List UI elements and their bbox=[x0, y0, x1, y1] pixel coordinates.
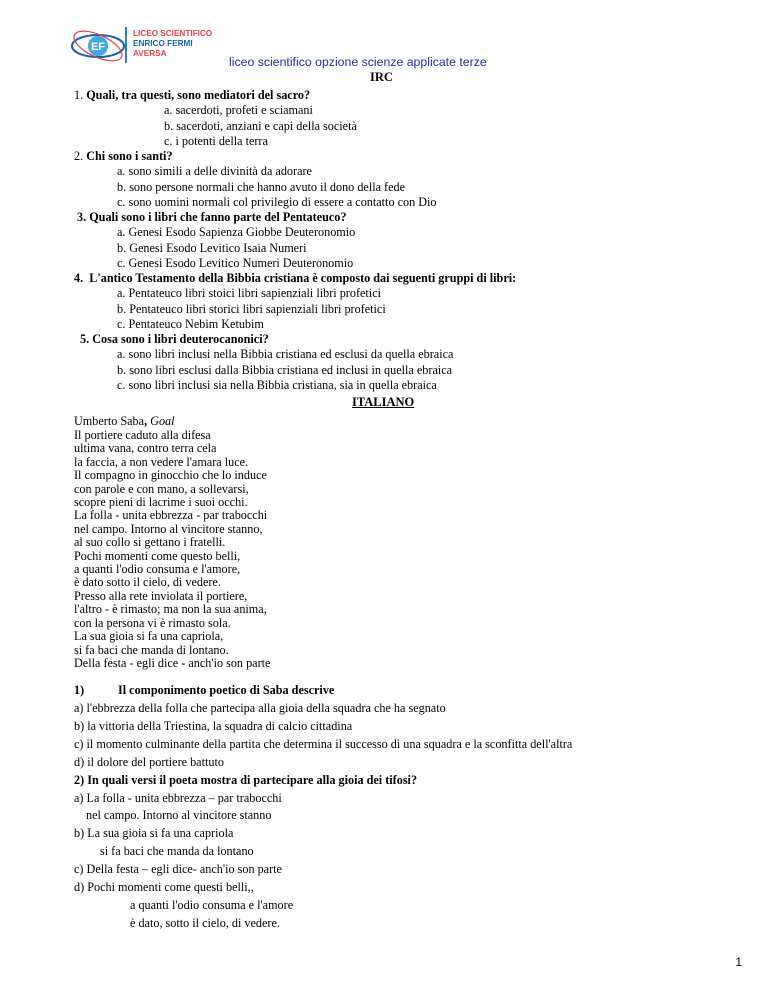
irc-q3-option-b: b. Genesi Esodo Levitico Isaia Numeri bbox=[117, 241, 307, 255]
section-title-irc: IRC bbox=[370, 70, 393, 84]
irc-q1-option-a: a. sacerdoti, profeti e sciamani bbox=[164, 103, 313, 117]
irc-q5-option-a: a. sono libri inclusi nella Bibbia cristiana ed esclusi da quella ebraica bbox=[117, 347, 454, 361]
page-subtitle: liceo scientifico opzione scienze applicate terze bbox=[229, 55, 487, 69]
irc-q1-option-b: b. sacerdoti, anziani e capi della società bbox=[164, 119, 357, 133]
question-number: 1) bbox=[74, 683, 85, 697]
poem-line: nel campo. Intorno al vincitore stanno, bbox=[74, 521, 263, 536]
irc-q2-option-c: c. sono uomini normali col privilegio di essere a contatto con Dio bbox=[117, 195, 437, 209]
irc-question-1 bbox=[74, 88, 310, 103]
page-number: 1 bbox=[735, 955, 742, 969]
irc-q4-option-b: b. Pentateuco libri storici libri sapienziali libri profetici bbox=[117, 302, 386, 316]
logo-letters: EF bbox=[90, 41, 106, 53]
section-title-italiano: ITALIANO bbox=[352, 395, 415, 409]
irc-question-5 bbox=[80, 332, 269, 347]
poem-line: La folla - unita ebbrezza - par trabocchi bbox=[74, 508, 268, 523]
poem-heading bbox=[74, 414, 175, 429]
logo-divider bbox=[125, 27, 127, 63]
ital-q2-option-d-line1: d) Pochi momenti come questi belli,, bbox=[74, 880, 254, 894]
ital-q2-option-c-line1: c) Della festa – egli dice- anch'io son parte bbox=[74, 862, 282, 876]
poem-line: con parole e con mano, a sollevarsi, bbox=[74, 481, 249, 496]
poem-author: Umberto Saba bbox=[74, 414, 145, 428]
poem-line: con la persona vi è rimasto sola. bbox=[74, 615, 231, 630]
ital-question-1 bbox=[74, 683, 335, 698]
irc-q3-option-c: c. Genesi Esodo Levitico Numeri Deuteronomio bbox=[117, 256, 354, 270]
poem-line: si fa baci che manda di lontano. bbox=[74, 642, 229, 657]
poem-line: Il compagno in ginocchio che lo induce bbox=[74, 468, 267, 483]
irc-q3-option-a: a. Genesi Esodo Sapienza Giobbe Deuteronomio bbox=[117, 225, 356, 239]
irc-question-3 bbox=[77, 210, 346, 225]
poem-body bbox=[74, 429, 270, 670]
question-text: Quali, tra questi, sono mediatori del sacro? bbox=[86, 88, 311, 102]
ital-q2-option-d-line2: a quanti l'odio consuma e l'amore bbox=[130, 898, 294, 912]
ital-q2-option-a-line2: nel campo. Intorno al vincitore stanno bbox=[86, 808, 272, 822]
ital-q2-option-d-line3: è dato, sotto il cielo, di vedere. bbox=[130, 916, 280, 930]
ital-q2-option-a-line1: a) La folla - unita ebbrezza – par trabocchi bbox=[74, 791, 282, 805]
poem-heading-comma: , bbox=[144, 414, 148, 428]
question-text: Il componimento poetico di Saba descrive bbox=[118, 683, 335, 697]
poem-line: Il portiere caduto alla difesa bbox=[74, 428, 211, 442]
poem-line: a quanti l'odio consuma e l'amore, bbox=[74, 562, 241, 577]
poem-line: La sua gioia si fa una capriola, bbox=[74, 629, 224, 644]
poem-line: ultima vana, contro terra cela bbox=[74, 441, 217, 456]
question-number: 1. bbox=[74, 88, 84, 102]
irc-q2-option-a: a. sono simili a delle divinità da adorare bbox=[117, 164, 312, 178]
irc-q5-option-c: c. sono libri inclusi sia nella Bibbia cristiana, sia in quella ebraica bbox=[117, 378, 437, 392]
poem-line: Pochi momenti come questo belli, bbox=[74, 548, 241, 563]
poem-line: Della festa - egli dice - anch'io son parte bbox=[74, 655, 271, 670]
ital-q1-option-b: b) la vittoria della Triestina, la squadra di calcio cittadina bbox=[74, 719, 353, 733]
poem-line: l'altro - è rimasto; ma non la sua anima, bbox=[74, 602, 267, 617]
school-name bbox=[133, 29, 212, 59]
ital-q2-option-b-line2: si fa baci che manda da lontano bbox=[100, 844, 254, 858]
ital-q2-option-b-line1: b) La sua gioia si fa una capriola bbox=[74, 826, 234, 840]
irc-q5-option-b: b. sono libri esclusi dalla Bibbia cristiana ed inclusi in quella ebraica bbox=[117, 363, 453, 377]
question-text: Quali sono i libri che fanno parte del Pentateuco? bbox=[89, 210, 347, 224]
question-number: 2. bbox=[74, 149, 84, 163]
question-text: L'antico Testamento della Bibbia cristiana è composto dai seguenti gruppi di libri: bbox=[89, 271, 517, 285]
ital-q1-option-a: a) l'ebbrezza della folla che partecipa alla gioia della squadra che ha segnato bbox=[74, 701, 446, 715]
irc-question-2 bbox=[74, 149, 173, 164]
poem-line: al suo collo si gettano i fratelli. bbox=[74, 535, 226, 550]
question-number: 4. bbox=[74, 271, 84, 285]
irc-q4-option-a: a. Pentateuco libri stoici libri sapienziali libri profetici bbox=[117, 286, 381, 300]
irc-q2-option-b: b. sono persone normali che hanno avuto il dono della fede bbox=[117, 180, 406, 194]
question-number: 5. bbox=[80, 332, 90, 346]
poem-line: è dato sotto il cielo, di vedere. bbox=[74, 575, 221, 590]
irc-q4-option-c: c. Pentateuco Nebim Ketubim bbox=[117, 317, 264, 331]
poem-title: Goal bbox=[150, 414, 175, 428]
question-text: Chi sono i santi? bbox=[86, 149, 173, 163]
ital-question-2: 2) In quali versi il poeta mostra di partecipare alla gioia dei tifosi? bbox=[74, 773, 418, 787]
poem-line: scopre pieni di lacrime i suoi occhi. bbox=[74, 495, 248, 510]
question-number: 3. bbox=[77, 210, 87, 224]
poem-line: Presso alla rete inviolata il portiere, bbox=[74, 588, 248, 603]
ital-q1-option-d: d) il dolore del portiere battuto bbox=[74, 755, 224, 769]
logo-emblem-icon bbox=[70, 26, 126, 66]
poem-line: la faccia, a non vedere l'amara luce. bbox=[74, 454, 249, 469]
irc-question-4 bbox=[74, 271, 516, 286]
ital-q1-option-c: c) il momento culminante della partita che determina il successo di una squadra e la sconfitta dell'altra bbox=[74, 737, 573, 751]
school-name-line2: ENRICO FERMI bbox=[133, 39, 193, 48]
question-text: Cosa sono i libri deuterocanonici? bbox=[92, 332, 269, 346]
school-name-line1: LICEO SCIENTIFICO bbox=[133, 29, 213, 38]
irc-q1-option-c: c. i potenti della terra bbox=[164, 134, 268, 148]
school-name-line3: AVERSA bbox=[133, 49, 167, 58]
